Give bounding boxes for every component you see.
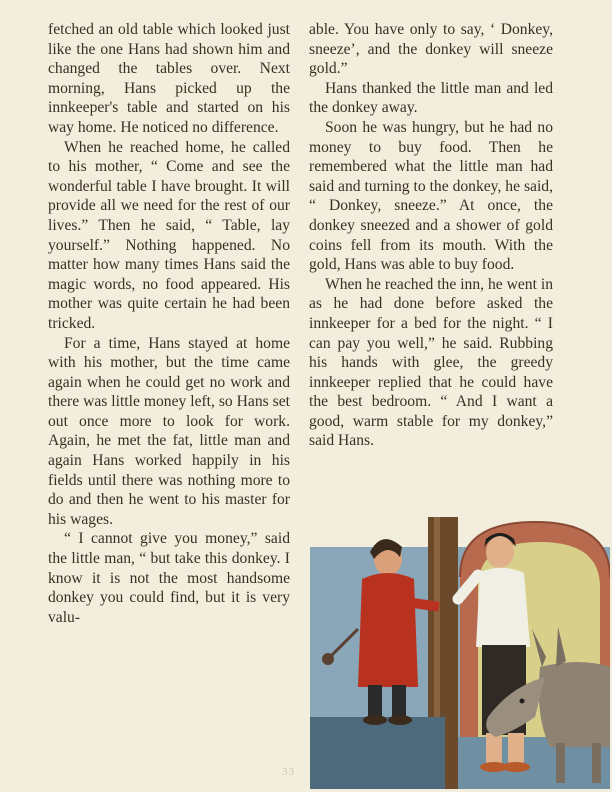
paragraph: Soon he was hungry, but he had no money to buy food. Then he remembered what the little man had said and turning to the donkey, he said, “ Donkey, sneeze.” At once, the donkey sneezed and a shower of gold coins fell from its mouth. With the gold, Hans was able to buy food. [309,118,553,274]
story-illustration [310,517,610,789]
paragraph: “ I cannot give you money,” said the little man, “ but take this donkey. I know it is not the most handsome donkey you could find, but it is very valu- [48,530,290,626]
paragraph: Hans thanked the little man and led the donkey away. [309,79,553,117]
paragraph: For a time, Hans stayed at home with his mother, but the time came again when he could get no work and there was little money left, so Hans set out once more to look for work. Again, he met the fat, little man and again Hans worked happily in his fields until there was nothing more to do and then he went to his master for his wages. [48,334,290,528]
paragraph: able. You have only to say, ‘ Donkey, sneeze’, and the donkey will sneeze gold.” [309,21,553,78]
text-column-right [309,20,553,451]
paragraph: When he reached the inn, he went in as he had done before asked the innkeeper for a bed for the night. “ I can pay you well,” he said. Rubbing his hands with glee, the greedy innkeeper replied that he could have the best bedroom. “ And I want a good, warm stable for my donkey,” said Hans. [309,275,553,450]
paragraph: When he reached home, he called to his mother, “ Come and see the wonderful table I have brought. It will provide all we need for the rest of our lives.” Then he said, “ Table, lay yourself.” Nothing happened. No matter how many times Hans said the magic words, no food appeared. His mother was quite certain he had been tricked. [48,138,290,332]
text-column-left [48,20,290,627]
paragraph: fetched an old table which looked just like the one Hans had shown him and changed the tables over. Next morning, Hans picked up the innkeeper's table and started on his way home. He noticed no difference. [48,21,290,136]
page-number: 33 [282,766,295,778]
